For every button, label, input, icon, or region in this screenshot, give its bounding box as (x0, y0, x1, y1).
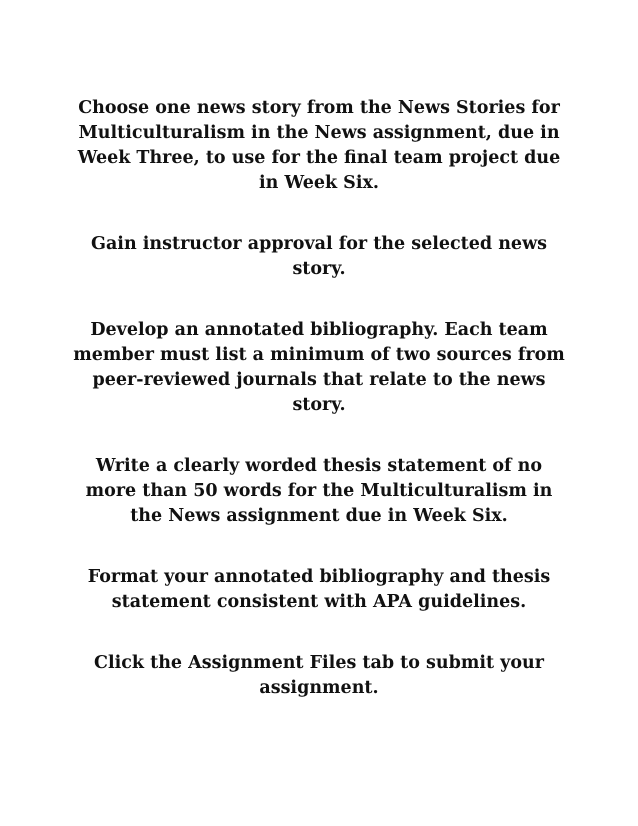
instruction-thesis-statement: Write a clearly worded thesis statement of no more than 50 words for the Multiculturalism in the News assignment due in Week Six. (85, 456, 553, 526)
instructions-body (70, 96, 568, 701)
instruction-annotated-bibliography: Develop an annotated bibliography. Each team member must list a minimum of two sources from peer-reviewed journals that relate to the news story. (73, 320, 565, 415)
instruction-submit: Click the Assignment Files tab to submit your assignment. (94, 653, 544, 698)
instruction-choose-story: Choose one news story from the News Stories for Multiculturalism in the News assignment, due in Week Three, to use for the final team project due in Week Six. (77, 98, 561, 193)
instruction-apa-format: Format your annotated bibliography and thesis statement consistent with APA guidelines. (87, 567, 551, 612)
instruction-gain-approval: Gain instructor approval for the selected news story. (91, 234, 547, 279)
